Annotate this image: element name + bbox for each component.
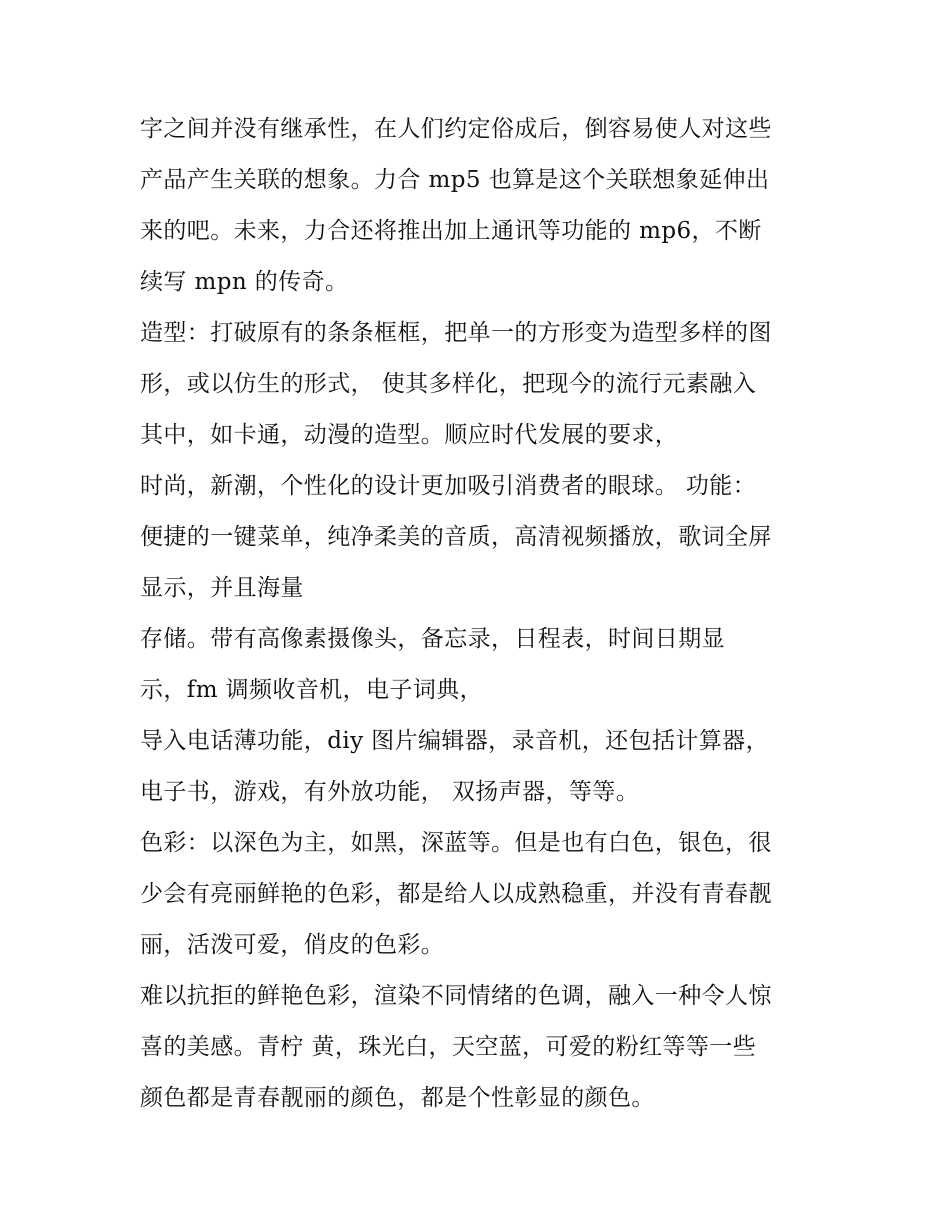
text-line: 造型：打破原有的条条框框，把单一的方形变为造型多样的图 bbox=[140, 320, 772, 346]
text-line: 显示，并且海量 bbox=[140, 575, 304, 601]
text-line: 字之间并没有继承性，在人们约定俗成后，倒容易使人对这些 bbox=[140, 116, 772, 142]
text-line: 来的吧。未来，力合还将推出加上通讯等功能的 mp6，不断 bbox=[140, 218, 762, 244]
text-line: 难以抗拒的鲜艳色彩，渲染不同情绪的色调，融入一种令人惊 bbox=[140, 983, 772, 1009]
text-line: 色彩：以深色为主，如黑，深蓝等。但是也有白色，银色，很 bbox=[140, 830, 772, 856]
text-line: 颜色都是青春靓丽的颜色，都是个性彰显的颜色。 bbox=[140, 1085, 655, 1111]
text-line: 续写 mpn 的传奇。 bbox=[140, 269, 349, 295]
text-line: 便捷的一键菜单，纯净柔美的音质，高清视频播放，歌词全屏 bbox=[140, 524, 772, 550]
text-line: 时尚，新潮，个性化的设计更加吸引消费者的眼球。 功能： bbox=[140, 473, 757, 499]
text-line: 示，fm 调频收音机，电子词典， bbox=[140, 677, 484, 703]
text-line: 导入电话薄功能，diy 图片编辑器，录音机，还包括计算器， bbox=[140, 728, 769, 754]
text-line: 产品产生关联的想象。力合 mp5 也算是这个关联想象延伸出 bbox=[140, 167, 770, 193]
text-line: 少会有亮丽鲜艳的色彩，都是给人以成熟稳重，并没有青春靓 bbox=[140, 881, 772, 907]
text-line: 形，或以仿生的形式， 使其多样化，把现今的流行元素融入 bbox=[140, 371, 757, 397]
text-line: 其中，如卡通，动漫的造型。顺应时代发展的要求， bbox=[140, 422, 679, 448]
text-line: 喜的美感。青柠 黄，珠光白，天空蓝，可爱的粉红等等一些 bbox=[140, 1034, 757, 1060]
text-line: 丽，活泼可爱，俏皮的色彩。 bbox=[140, 932, 445, 958]
text-line: 电子书，游戏，有外放功能， 双扬声器，等等。 bbox=[140, 779, 640, 805]
text-line: 存储。带有高像素摄像头，备忘录，日程表，时间日期显 bbox=[140, 626, 725, 652]
document-text-body bbox=[140, 104, 820, 1124]
